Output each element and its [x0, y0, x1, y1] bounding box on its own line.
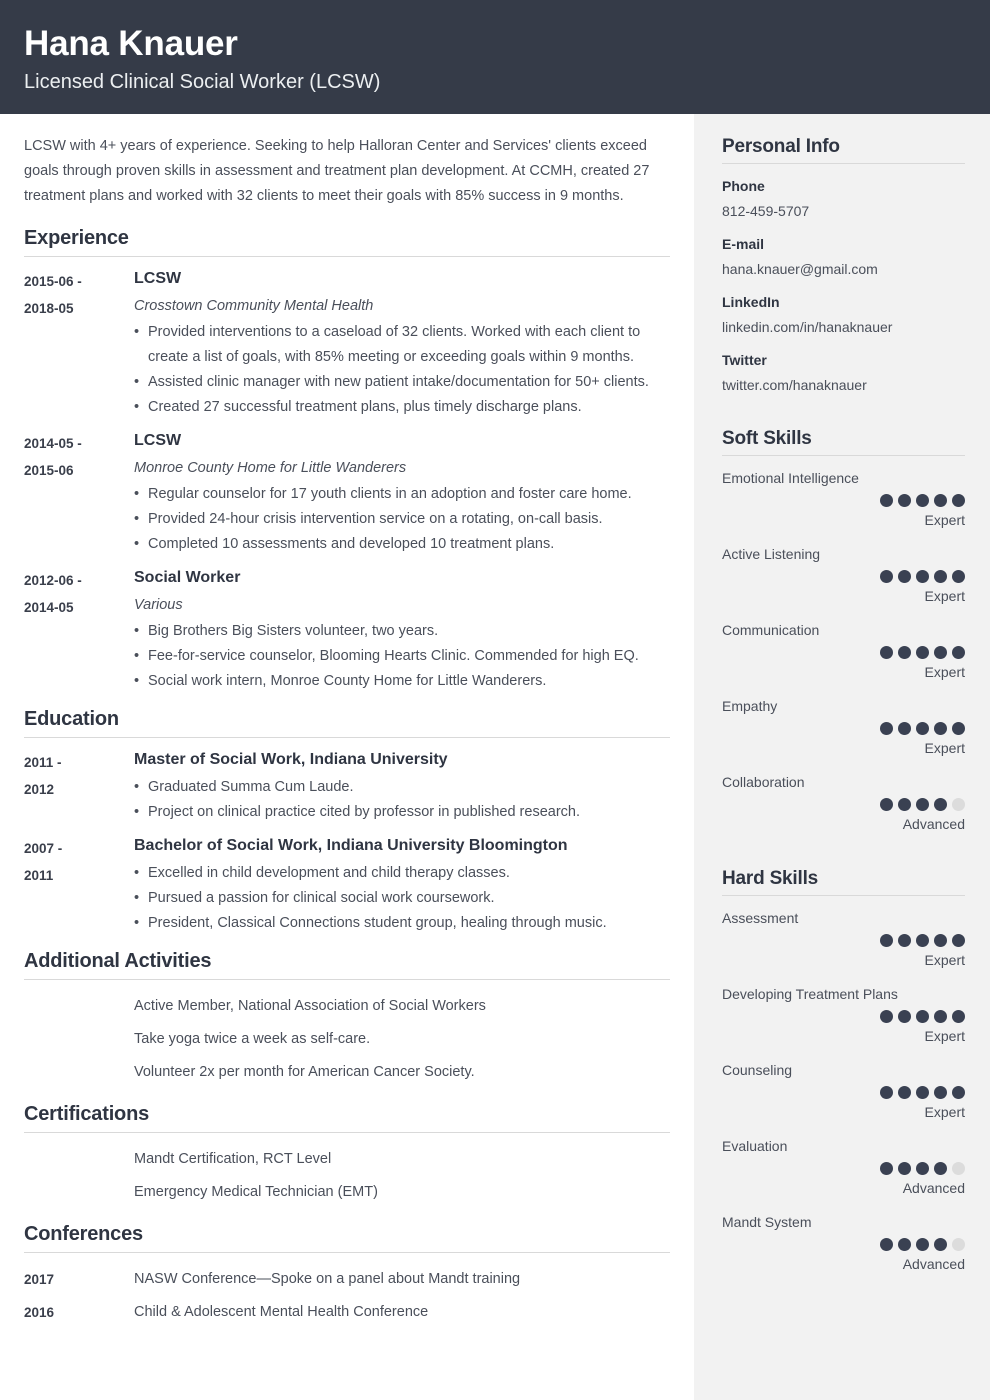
entry-bullet: • Completed 10 assessments and developed 10 treatment plans.	[134, 532, 670, 557]
rating-dot-icon	[916, 1238, 929, 1251]
rating-dot-icon	[916, 722, 929, 735]
rating-dot-icon	[898, 722, 911, 735]
rating-dot-icon	[952, 1162, 965, 1175]
conference-year: 2016	[24, 1305, 55, 1320]
sidebar-section-hard-skills	[722, 846, 965, 1275]
rating-dot-icon	[916, 1162, 929, 1175]
entry-bullet: • Graduated Summa Cum Laude.	[134, 775, 670, 800]
personal-info-fields	[722, 174, 965, 398]
skill-name: Developing Treatment Plans	[722, 986, 898, 1002]
skill-item	[722, 542, 965, 607]
skill-item	[722, 770, 965, 835]
info-label: E-mail	[722, 236, 765, 252]
entry-bullet: • Fee-for-service counselor, Blooming Hearts Clinic. Commended for high EQ.	[134, 644, 670, 669]
skill-item	[722, 1058, 965, 1123]
entry-date-from: 2007 -	[24, 841, 63, 856]
list-item	[24, 990, 670, 1023]
rating-dot-icon	[880, 722, 893, 735]
rating-dot-icon	[916, 934, 929, 947]
skill-rating-dots	[722, 494, 965, 507]
entry	[24, 429, 670, 557]
section-additional-activities	[24, 950, 670, 1089]
entry-date-from: 2011 -	[24, 755, 62, 770]
rating-dot-icon	[880, 646, 893, 659]
rating-dot-icon	[916, 570, 929, 583]
rating-dot-icon	[898, 1010, 911, 1023]
entry-bullet: • Excelled in child development and child therapy classes.	[134, 861, 670, 886]
skill-item	[722, 906, 965, 971]
sidebar-section-soft-skills	[722, 406, 965, 835]
skill-item	[722, 1210, 965, 1275]
summary-paragraph: LCSW with 4+ years of experience. Seeking to help Halloran Center and Services' clients exceed goals through proven skills in assessment and treatment plan development. At CCMH, created 27 treatment plans and worked with 32 clients to meet their goals with 85% success in 9 months.	[24, 138, 650, 204]
rating-dot-icon	[880, 570, 893, 583]
rating-dot-icon	[880, 494, 893, 507]
skill-name: Collaboration	[722, 774, 805, 790]
info-label: LinkedIn	[722, 294, 780, 310]
rating-dot-icon	[916, 798, 929, 811]
entry	[24, 748, 670, 825]
rating-dot-icon	[916, 494, 929, 507]
entry-bullets	[134, 320, 670, 420]
section-title-additional-activities: Additional Activities	[24, 950, 212, 972]
conference-year: 2017	[24, 1272, 55, 1287]
skill-rating-dots	[722, 722, 965, 735]
rating-dot-icon	[934, 494, 947, 507]
skill-level-label: Advanced	[902, 1256, 965, 1272]
rating-dot-icon	[934, 1238, 947, 1251]
section-divider	[24, 979, 670, 980]
info-label: Twitter	[722, 352, 767, 368]
skill-name: Active Listening	[722, 546, 821, 562]
section-experience	[24, 227, 670, 694]
skill-name: Emotional Intelligence	[722, 470, 859, 486]
rating-dot-icon	[952, 1010, 965, 1023]
entry-bullet: • President, Classical Connections student group, healing through music.	[134, 911, 670, 936]
skill-item	[722, 618, 965, 683]
conference-row	[24, 1296, 670, 1329]
rating-dot-icon	[898, 798, 911, 811]
list-item	[24, 1143, 670, 1176]
list-item-text: Volunteer 2x per month for American Cancer Society.	[134, 1064, 475, 1080]
list-item-text: Active Member, National Association of Social Workers	[134, 998, 486, 1014]
sidebar-title-personal-info: Personal Info	[722, 136, 840, 157]
entry-bullet: • Provided interventions to a caseload of 32 clients. Worked with each client to create a list of goals, with 85% meeting or exceeding goals within 9 months.	[134, 320, 670, 370]
section-education	[24, 708, 670, 936]
entry-dates	[24, 267, 134, 420]
rating-dot-icon	[898, 570, 911, 583]
rating-dot-icon	[952, 1238, 965, 1251]
list-item	[24, 1056, 670, 1089]
skill-rating-dots	[722, 646, 965, 659]
list-item-spacer	[24, 1176, 134, 1209]
entry-bullet: • Assisted clinic manager with new patient intake/documentation for 50+ clients.	[134, 370, 670, 395]
rating-dot-icon	[880, 1086, 893, 1099]
sidebar-divider	[722, 895, 965, 896]
sidebar-divider	[722, 455, 965, 456]
skill-level-label: Advanced	[902, 816, 965, 832]
skill-level-label: Advanced	[902, 1180, 965, 1196]
sidebar-section-personal-info	[722, 114, 965, 398]
rating-dot-icon	[952, 1086, 965, 1099]
skill-level-label: Expert	[924, 512, 965, 528]
rating-dot-icon	[880, 934, 893, 947]
list-item-spacer	[24, 1056, 134, 1089]
section-divider	[24, 256, 670, 257]
rating-dot-icon	[952, 494, 965, 507]
hard-skills-list	[722, 906, 965, 1275]
resume-header	[0, 0, 990, 114]
skill-item	[722, 982, 965, 1047]
entry-date-from: 2014-05 -	[24, 436, 82, 451]
section-divider	[24, 1252, 670, 1253]
rating-dot-icon	[934, 1086, 947, 1099]
rating-dot-icon	[934, 1010, 947, 1023]
skill-name: Counseling	[722, 1062, 793, 1078]
certifications-list	[24, 1143, 670, 1209]
skill-name: Mandt System	[722, 1214, 812, 1230]
rating-dot-icon	[916, 646, 929, 659]
rating-dot-icon	[916, 1010, 929, 1023]
entry-bullet: • Provided 24-hour crisis intervention service on a rotating, on-call basis.	[134, 507, 670, 532]
entry-role: Master of Social Work, Indiana University	[134, 751, 448, 768]
experience-entries	[24, 267, 670, 694]
rating-dot-icon	[934, 570, 947, 583]
resume-body	[0, 114, 990, 1400]
rating-dot-icon	[916, 1086, 929, 1099]
rating-dot-icon	[952, 798, 965, 811]
entry-dates	[24, 429, 134, 557]
main-column	[0, 114, 694, 1400]
list-item-spacer	[24, 990, 134, 1023]
entry-body	[134, 748, 670, 825]
entry-bullet: • Created 27 successful treatment plans, plus timely discharge plans.	[134, 395, 670, 420]
entry-bullets	[134, 861, 670, 936]
entry-organization: Crosstown Community Mental Health	[134, 298, 374, 314]
skill-rating-dots	[722, 934, 965, 947]
skill-name: Communication	[722, 622, 820, 638]
entry-bullet: • Regular counselor for 17 youth clients in an adoption and foster care home.	[134, 482, 670, 507]
entry-date-to: 2011	[24, 868, 54, 883]
rating-dot-icon	[898, 1238, 911, 1251]
rating-dot-icon	[898, 934, 911, 947]
info-value: linkedin.com/in/hanaknauer	[722, 319, 893, 335]
entry-body	[134, 267, 670, 420]
entry-role: Bachelor of Social Work, Indiana University Bloomington	[134, 837, 568, 854]
entry-role: Social Worker	[134, 569, 241, 586]
list-item	[24, 1023, 670, 1056]
skill-level-label: Expert	[924, 1104, 965, 1120]
rating-dot-icon	[934, 1162, 947, 1175]
entry	[24, 267, 670, 420]
entry-date-to: 2015-06	[24, 463, 74, 478]
rating-dot-icon	[934, 646, 947, 659]
conference-text: NASW Conference—Spoke on a panel about Mandt training	[134, 1271, 521, 1287]
skill-name: Empathy	[722, 698, 778, 714]
conferences-list	[24, 1263, 670, 1329]
rating-dot-icon	[898, 646, 911, 659]
section-divider	[24, 1132, 670, 1133]
section-title-education: Education	[24, 708, 119, 730]
entry-date-from: 2012-06 -	[24, 573, 82, 588]
skill-rating-dots	[722, 1238, 965, 1251]
entry-role: LCSW	[134, 270, 182, 287]
entry-bullet: • Project on clinical practice cited by professor in published research.	[134, 800, 670, 825]
conference-text: Child & Adolescent Mental Health Conference	[134, 1304, 429, 1320]
entry-role: LCSW	[134, 432, 182, 449]
entry-date-to: 2014-05	[24, 600, 74, 615]
entry-dates	[24, 566, 134, 694]
activities-list	[24, 990, 670, 1089]
rating-dot-icon	[880, 1162, 893, 1175]
entry	[24, 834, 670, 936]
entry-date-to: 2012	[24, 782, 55, 797]
rating-dot-icon	[880, 1010, 893, 1023]
rating-dot-icon	[952, 722, 965, 735]
skill-rating-dots	[722, 1010, 965, 1023]
rating-dot-icon	[898, 1086, 911, 1099]
entry-date-from: 2015-06 -	[24, 274, 82, 289]
entry-bullet: • Pursued a passion for clinical social work coursework.	[134, 886, 670, 911]
sidebar-column	[694, 114, 990, 1400]
list-item	[24, 1176, 670, 1209]
entry-body	[134, 834, 670, 936]
skill-item	[722, 694, 965, 759]
entry-body	[134, 566, 670, 694]
skill-level-label: Expert	[924, 740, 965, 756]
entry-dates	[24, 748, 134, 825]
entry-body	[134, 429, 670, 557]
skill-item	[722, 1134, 965, 1199]
skill-level-label: Expert	[924, 588, 965, 604]
section-certifications	[24, 1103, 670, 1209]
skill-rating-dots	[722, 570, 965, 583]
list-item-text: Mandt Certification, RCT Level	[134, 1151, 332, 1167]
skill-item	[722, 466, 965, 531]
entry-bullets	[134, 619, 670, 694]
rating-dot-icon	[880, 1238, 893, 1251]
rating-dot-icon	[934, 934, 947, 947]
skill-level-label: Expert	[924, 664, 965, 680]
rating-dot-icon	[952, 934, 965, 947]
skill-rating-dots	[722, 798, 965, 811]
rating-dot-icon	[898, 1162, 911, 1175]
skill-name: Assessment	[722, 910, 799, 926]
info-label: Phone	[722, 178, 765, 194]
sidebar-title-hard-skills: Hard Skills	[722, 868, 819, 889]
skill-level-label: Expert	[924, 952, 965, 968]
list-item-spacer	[24, 1023, 134, 1056]
education-entries	[24, 748, 670, 936]
list-item-spacer	[24, 1143, 134, 1176]
rating-dot-icon	[952, 570, 965, 583]
entry-organization: Monroe County Home for Little Wanderers	[134, 460, 407, 476]
entry-dates	[24, 834, 134, 936]
list-item-text: Emergency Medical Technician (EMT)	[134, 1184, 378, 1200]
rating-dot-icon	[952, 646, 965, 659]
entry-bullet: • Big Brothers Big Sisters volunteer, two years.	[134, 619, 670, 644]
rating-dot-icon	[934, 798, 947, 811]
section-title-conferences: Conferences	[24, 1223, 143, 1245]
candidate-name: Hana Knauer	[24, 24, 238, 63]
list-item-text: Take yoga twice a week as self-care.	[134, 1031, 371, 1047]
skill-name: Evaluation	[722, 1138, 788, 1154]
info-value: twitter.com/hanaknauer	[722, 377, 867, 393]
entry-bullet: • Social work intern, Monroe County Home for Little Wanderers.	[134, 669, 670, 694]
entry-organization: Various	[134, 597, 183, 613]
section-title-certifications: Certifications	[24, 1103, 150, 1125]
rating-dot-icon	[898, 494, 911, 507]
entry-bullets	[134, 482, 670, 557]
section-divider	[24, 737, 670, 738]
section-title-experience: Experience	[24, 227, 129, 249]
candidate-job-title: Licensed Clinical Social Worker (LCSW)	[24, 71, 381, 93]
entry-date-to: 2018-05	[24, 301, 74, 316]
entry	[24, 566, 670, 694]
entry-bullets	[134, 775, 670, 825]
info-value: 812-459-5707	[722, 203, 810, 219]
sidebar-divider	[722, 163, 965, 164]
rating-dot-icon	[880, 798, 893, 811]
section-conferences	[24, 1223, 670, 1329]
skill-rating-dots	[722, 1086, 965, 1099]
rating-dot-icon	[934, 722, 947, 735]
soft-skills-list	[722, 466, 965, 835]
skill-rating-dots	[722, 1162, 965, 1175]
sidebar-title-soft-skills: Soft Skills	[722, 428, 812, 449]
skill-level-label: Expert	[924, 1028, 965, 1044]
info-value: hana.knauer@gmail.com	[722, 261, 878, 277]
conference-row	[24, 1263, 670, 1296]
